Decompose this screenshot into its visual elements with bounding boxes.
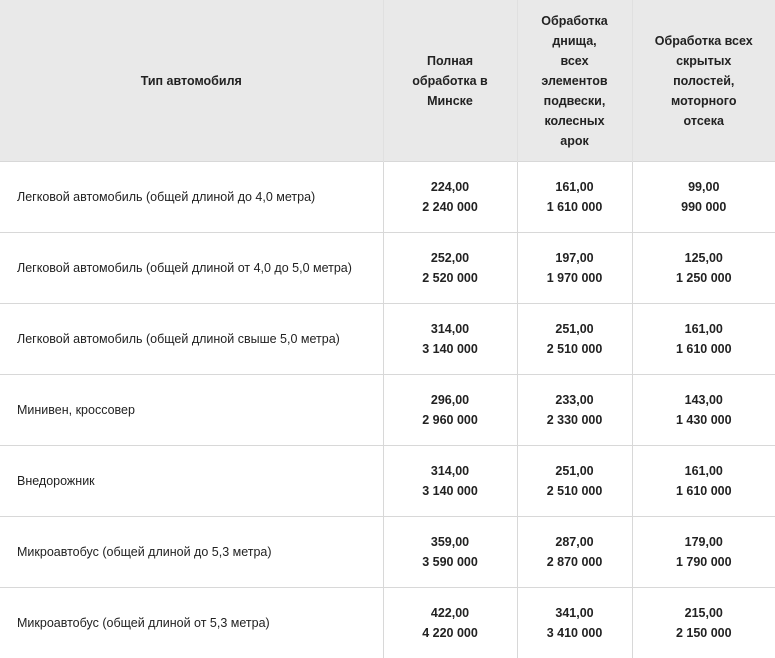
price-byr: 2 240 000 <box>384 197 517 217</box>
price-byr: 2 520 000 <box>384 268 517 288</box>
vehicle-type-cell: Легковой автомобиль (общей длиной свыше 5,0 метра) <box>0 304 383 375</box>
price-byn: 251,00 <box>518 319 632 339</box>
full-price-cell <box>383 375 517 446</box>
full-price-cell <box>383 517 517 588</box>
full-price-cell <box>383 233 517 304</box>
price-byn: 341,00 <box>518 603 632 623</box>
cavities-price-cell <box>632 588 775 658</box>
cavities-price-cell <box>632 233 775 304</box>
underbody-price-cell <box>517 375 632 446</box>
price-byn: 422,00 <box>384 603 517 623</box>
price-byn: 252,00 <box>384 248 517 268</box>
table-row <box>0 517 775 588</box>
table-row <box>0 446 775 517</box>
price-byr: 1 790 000 <box>633 552 775 572</box>
vehicle-type-cell: Внедорожник <box>0 446 383 517</box>
cavities-price-cell <box>632 304 775 375</box>
price-byr: 1 970 000 <box>518 268 632 288</box>
price-byn: 179,00 <box>633 532 775 552</box>
vehicle-type-cell: Легковой автомобиль (общей длиной от 4,0 до 5,0 метра) <box>0 233 383 304</box>
price-byr: 3 140 000 <box>384 339 517 359</box>
price-byn: 125,00 <box>633 248 775 268</box>
price-byn: 99,00 <box>633 177 775 197</box>
price-byr: 2 960 000 <box>384 410 517 430</box>
price-byn: 197,00 <box>518 248 632 268</box>
price-byr: 3 140 000 <box>384 481 517 501</box>
underbody-price-cell <box>517 446 632 517</box>
price-byn: 359,00 <box>384 532 517 552</box>
full-price-cell <box>383 446 517 517</box>
vehicle-type-cell: Легковой автомобиль (общей длиной до 4,0 метра) <box>0 162 383 233</box>
header-row <box>0 0 775 162</box>
price-byn: 251,00 <box>518 461 632 481</box>
price-byn: 161,00 <box>633 319 775 339</box>
table-row <box>0 375 775 446</box>
table-row <box>0 304 775 375</box>
price-byn: 314,00 <box>384 461 517 481</box>
table-header <box>0 0 775 162</box>
table-row <box>0 588 775 658</box>
underbody-price-cell <box>517 304 632 375</box>
price-byr: 2 510 000 <box>518 481 632 501</box>
vehicle-type-cell: Минивен, кроссовер <box>0 375 383 446</box>
price-byr: 1 610 000 <box>633 339 775 359</box>
cavities-price-cell <box>632 517 775 588</box>
price-byn: 287,00 <box>518 532 632 552</box>
price-byr: 2 150 000 <box>633 623 775 643</box>
header-full-treatment: Полная обработка в Минске <box>383 0 517 162</box>
underbody-price-cell <box>517 233 632 304</box>
price-byn: 143,00 <box>633 390 775 410</box>
header-cavities-treatment: Обработка всех скрытых полостей, моторного отсека <box>632 0 775 162</box>
price-byn: 161,00 <box>518 177 632 197</box>
price-byn: 314,00 <box>384 319 517 339</box>
price-byn: 224,00 <box>384 177 517 197</box>
price-byr: 1 250 000 <box>633 268 775 288</box>
price-byr: 1 610 000 <box>518 197 632 217</box>
underbody-price-cell <box>517 517 632 588</box>
cavities-price-cell <box>632 162 775 233</box>
full-price-cell <box>383 162 517 233</box>
table-body <box>0 162 775 658</box>
full-price-cell <box>383 588 517 658</box>
price-byn: 296,00 <box>384 390 517 410</box>
header-underbody-treatment: Обработка днища, всех элементов подвески, колесных арок <box>517 0 632 162</box>
vehicle-type-cell: Микроавтобус (общей длиной от 5,3 метра) <box>0 588 383 658</box>
price-byr: 1 430 000 <box>633 410 775 430</box>
cavities-price-cell <box>632 375 775 446</box>
price-byn: 233,00 <box>518 390 632 410</box>
price-byr: 2 330 000 <box>518 410 632 430</box>
header-vehicle-type: Тип автомобиля <box>0 0 383 162</box>
price-byr: 2 870 000 <box>518 552 632 572</box>
cavities-price-cell <box>632 446 775 517</box>
price-byn: 215,00 <box>633 603 775 623</box>
price-byr: 1 610 000 <box>633 481 775 501</box>
underbody-price-cell <box>517 588 632 658</box>
vehicle-type-cell: Микроавтобус (общей длиной до 5,3 метра) <box>0 517 383 588</box>
table-row <box>0 162 775 233</box>
price-byr: 3 410 000 <box>518 623 632 643</box>
full-price-cell <box>383 304 517 375</box>
table-row <box>0 233 775 304</box>
price-byr: 2 510 000 <box>518 339 632 359</box>
price-byr: 3 590 000 <box>384 552 517 572</box>
price-byr: 990 000 <box>633 197 775 217</box>
underbody-price-cell <box>517 162 632 233</box>
price-byn: 161,00 <box>633 461 775 481</box>
price-byr: 4 220 000 <box>384 623 517 643</box>
